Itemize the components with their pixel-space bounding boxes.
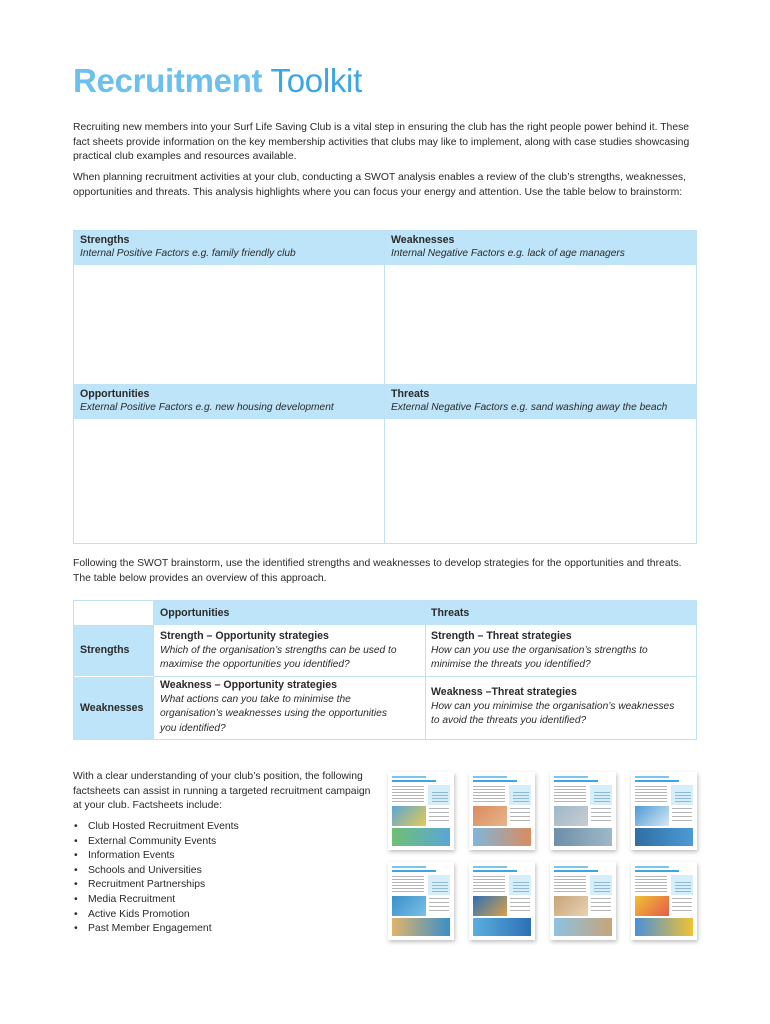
factsheet-list [73,820,239,937]
swot-opportunities-cell[interactable] [74,385,384,543]
st-line-1: How can you use the organisation’s strengths to [431,644,648,656]
page-title [73,62,362,100]
swot-opportunities-title: Opportunities [80,388,150,400]
swot-weaknesses-cell[interactable] [385,231,696,384]
weakness-opportunity-cell [160,678,422,736]
st-line-2: minimise the threats you identified? [431,659,591,670]
swot-opportunities-subtitle: External Positive Factors e.g. new housing development [80,402,334,413]
list-item: • Information Events [73,849,239,864]
following-paragraph: Following the SWOT brainstorm, use the identified strengths and weaknesses to develop strategies for the opportunities and threats. The table below provides an overview of this approach. [73,558,682,584]
list-item: • Past Member Engagement [73,922,239,937]
wo-line-1: What actions can you take to minimise the [160,693,351,705]
strength-threat-cell [431,629,693,673]
strategy-table [73,600,697,740]
factsheet-thumbnail [388,772,454,850]
intro-paragraph-1: Recruiting new members into your Surf Life Saving Club is a vital step in ensuring the club has the right people power behind it. These fact sheets provide information on the key membership activities that clubs may like to implement, along with case studies showcasing practical club examples and resources available. [73,122,690,163]
swot-weaknesses-subtitle: Internal Negative Factors e.g. lack of age managers [391,248,625,259]
swot-threats-title: Threats [391,388,430,400]
list-item: • Recruitment Partnerships [73,878,239,893]
swot-strengths-subtitle: Internal Positive Factors e.g. family friendly club [80,248,296,259]
strategy-row-weaknesses: Weaknesses [74,677,153,739]
wt-line-1: How can you minimise the organisation’s weaknesses [431,700,675,712]
strategy-col-threats: Threats [431,607,470,619]
page-title-bold: Recruitment [73,62,263,99]
st-title: Strength – Threat strategies [431,630,572,642]
factsheet-thumbnail [550,772,616,850]
list-item: • External Community Events [73,835,239,850]
so-line-2: maximise the opportunities you identified? [160,659,350,670]
factsheet-thumbnail [631,772,697,850]
swot-weaknesses-title: Weaknesses [391,234,455,246]
swot-threats-cell[interactable] [385,385,696,543]
wt-line-2: to avoid the threats you identified? [431,715,587,726]
so-line-1: Which of the organisation’s strengths can be used to [160,644,397,656]
weakness-threat-cell [431,685,693,729]
swot-threats-subtitle: External Negative Factors e.g. sand washing away the beach [391,402,668,413]
factsheets-intro: With a clear understanding of your club’s position, the following factsheets can assist in running a targeted recruitment campaign at your club. Factsheets include: [73,771,371,812]
strategy-col-opportunities: Opportunities [160,607,230,619]
factsheet-thumbnail [550,862,616,940]
swot-table [73,230,697,544]
swot-strengths-title: Strengths [80,234,130,246]
list-item: • Club Hosted Recruitment Events [73,820,239,835]
list-item: • Media Recruitment [73,893,239,908]
intro-paragraph-2: When planning recruitment activities at your club, conducting a SWOT analysis enables a review of the club’s strengths, weaknesses, opportunities and threats. This analysis highlights where you can focus your energy and attention. Use the table below to brainstorm: [73,172,686,198]
factsheet-thumbnail [469,772,535,850]
page-title-rest: Toolkit [262,62,362,99]
list-item: • Active Kids Promotion [73,908,239,923]
strategy-row-strengths: Strengths [74,625,153,676]
factsheet-thumbnail [469,862,535,940]
list-item: • Schools and Universities [73,864,239,879]
wo-line-2: organisation’s weaknesses using the opportunities [160,708,387,719]
wo-line-3: you identified? [160,722,226,734]
factsheet-thumbnail [388,862,454,940]
strength-opportunity-cell [160,629,422,673]
so-title: Strength – Opportunity strategies [160,630,329,642]
wo-title: Weakness – Opportunity strategies [160,679,338,691]
swot-strengths-cell[interactable] [74,231,384,384]
wt-title: Weakness –Threat strategies [431,686,577,698]
factsheet-thumbnail [631,862,697,940]
